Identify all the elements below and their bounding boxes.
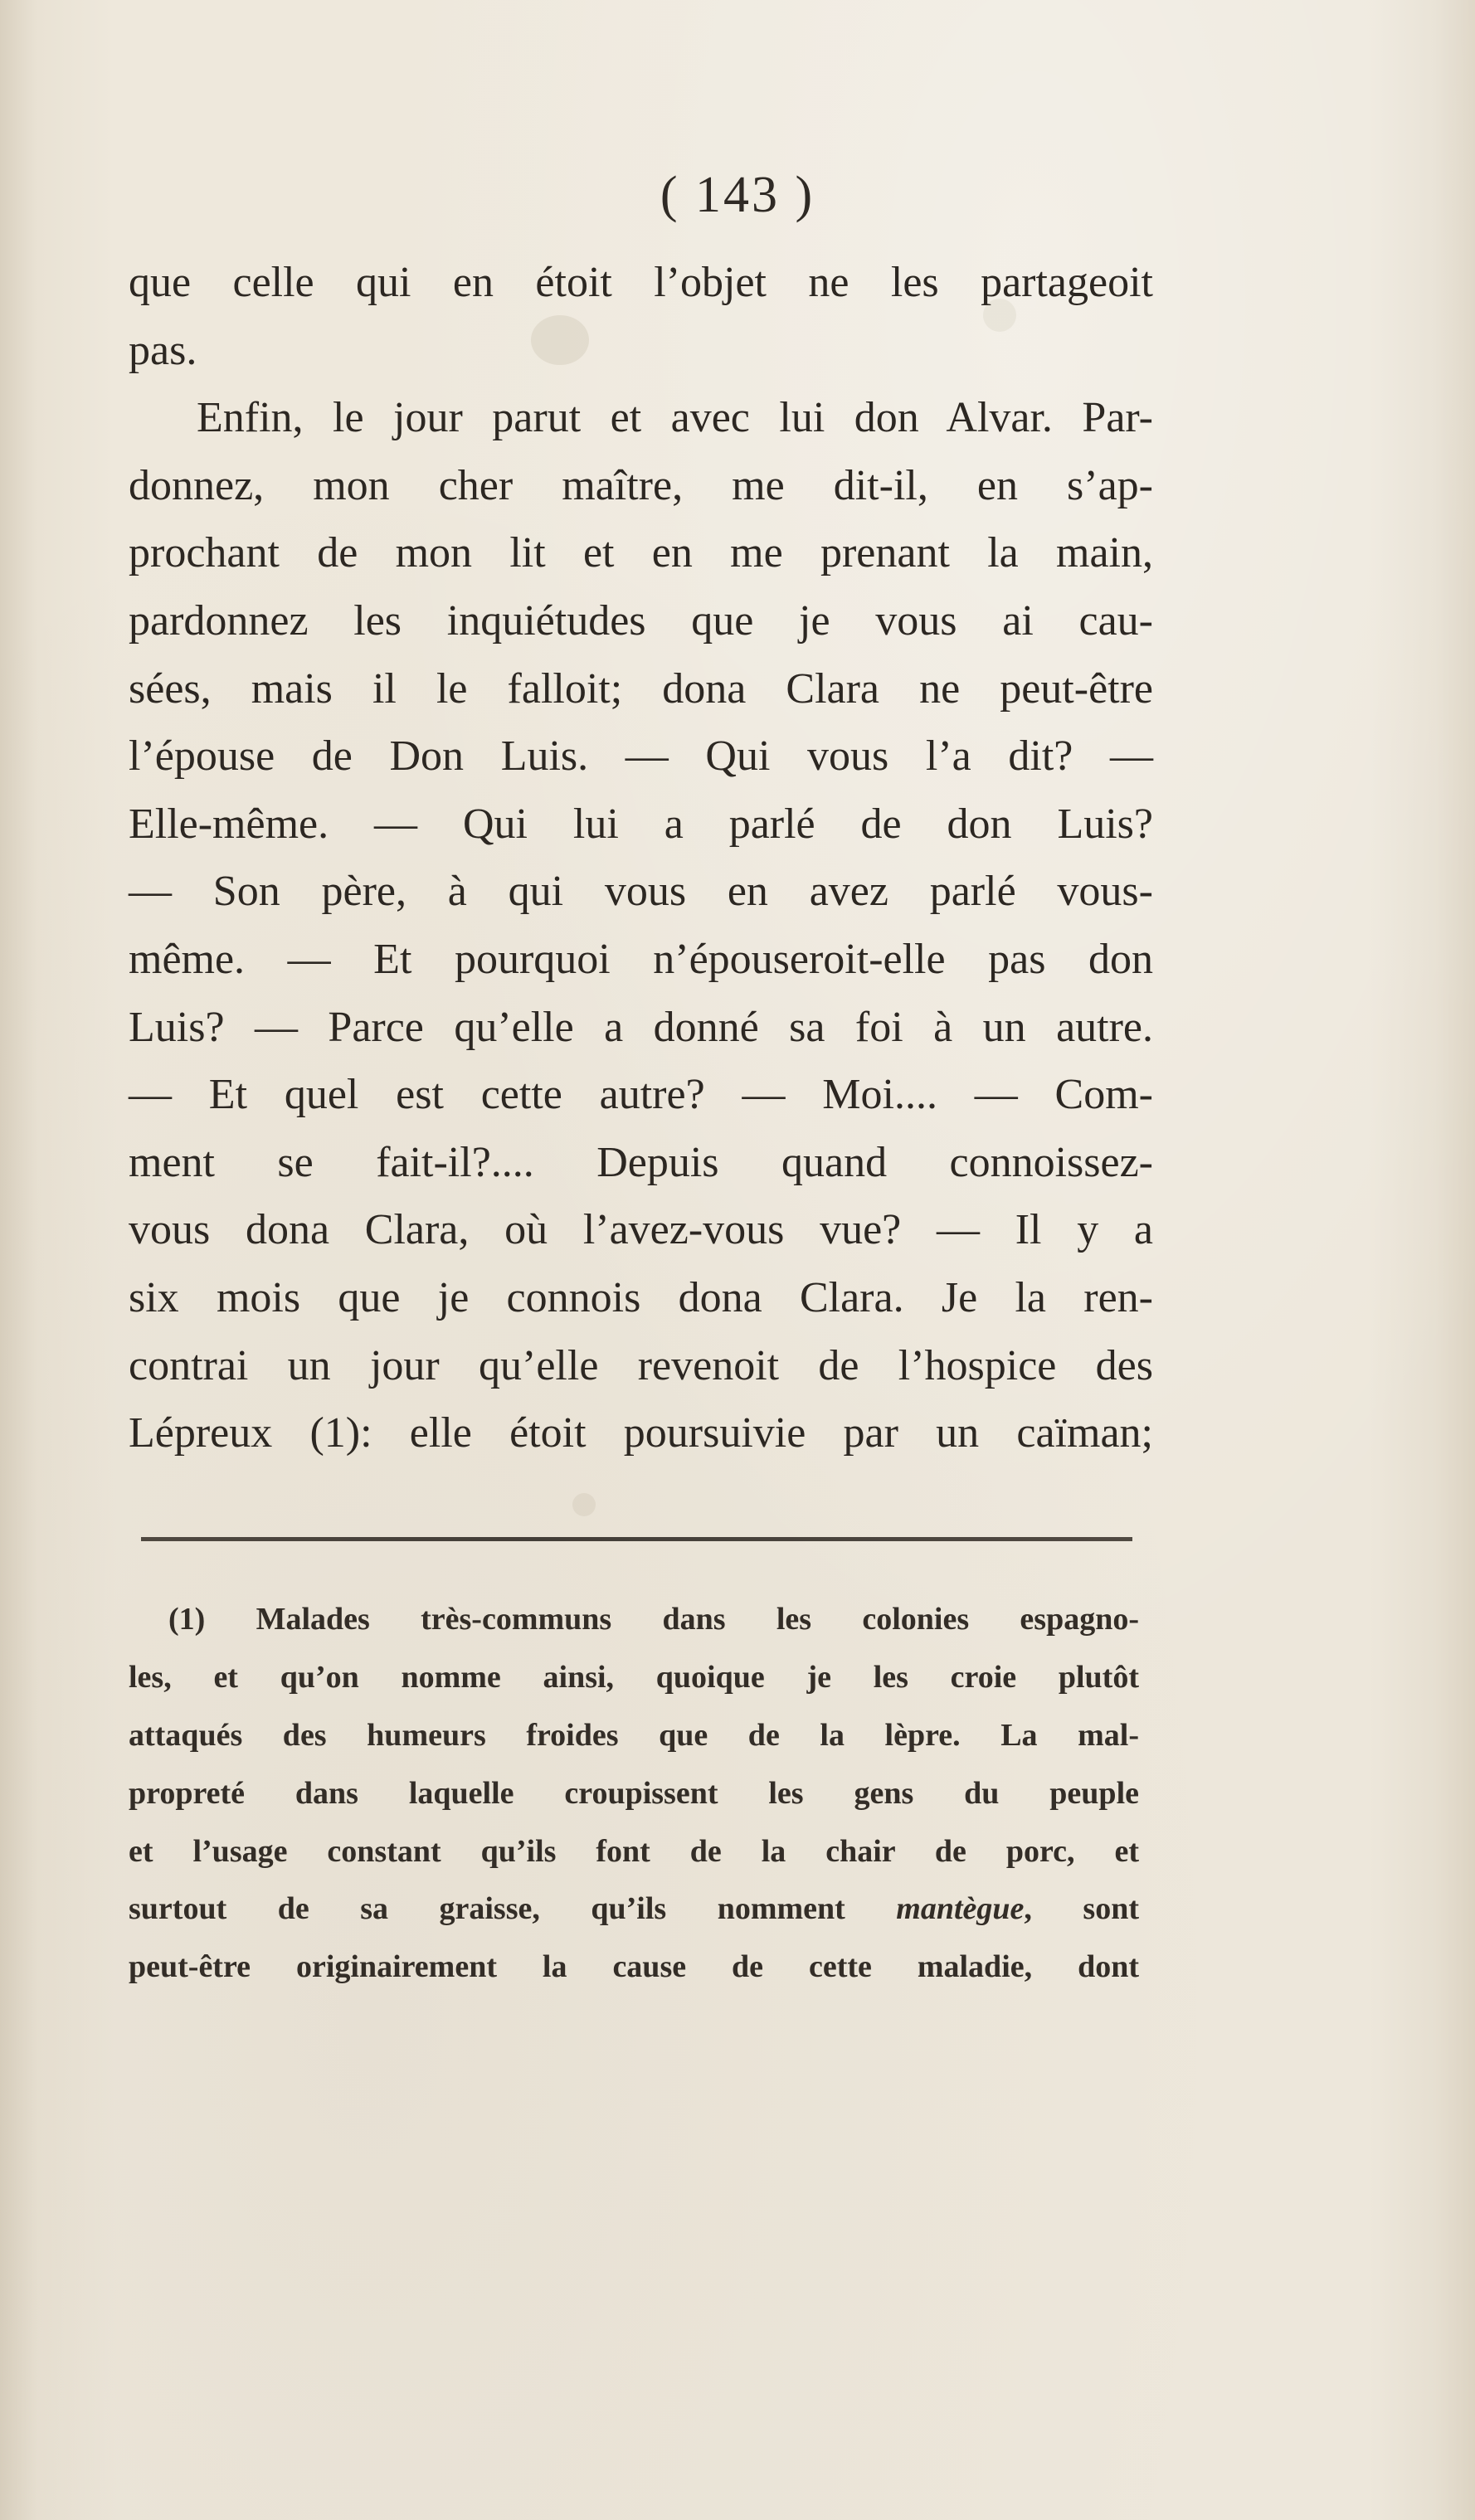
- text-line: contrai un jour qu’elle revenoit de l’hospice des: [129, 1341, 1153, 1389]
- text-line: — Et quel est cette autre? — Moi.... — Com-: [129, 1071, 1153, 1119]
- text-line: pardonnez les inquiétudes que je vous ai cau-: [129, 596, 1153, 645]
- body-text: [129, 249, 1153, 1467]
- footnote: [129, 1591, 1139, 1997]
- footnote-line: (1) Malades très-communs dans les colonies espagno-: [168, 1602, 1139, 1637]
- text-line: sées, mais il le falloit; dona Clara ne peut-être: [129, 664, 1153, 713]
- footnote-separator-rule: [141, 1537, 1132, 1541]
- page-number: ( 143 ): [660, 167, 815, 223]
- footnote-line: les, et qu’on nomme ainsi, quoique je les croie plutôt: [129, 1659, 1139, 1695]
- text-line: l’épouse de Don Luis. — Qui vous l’a dit? —: [129, 732, 1153, 781]
- text-line: — Son père, à qui vous en avez parlé vous-: [129, 868, 1153, 916]
- text-line: prochant de mon lit et en me prenant la main,: [129, 529, 1153, 577]
- text-line: ment se fait-il?.... Depuis quand connoissez-: [129, 1138, 1153, 1186]
- text-line: Enfin, le jour parut et avec lui don Alvar. Par-: [197, 394, 1153, 442]
- footnote-line: et l’usage constant qu’ils font de la chair de porc, et: [129, 1833, 1139, 1869]
- footnote-text: surtout de sa graisse, qu’ils nomment: [129, 1891, 897, 1927]
- text-line: Luis? — Parce qu’elle a donné sa foi à un autre.: [129, 1003, 1153, 1051]
- text-line: Elle-même. — Qui lui a parlé de don Luis?: [129, 800, 1153, 848]
- text-line: vous dona Clara, où l’avez-vous vue? — Il y a: [129, 1206, 1153, 1254]
- footnote-italic-term: mantègue: [896, 1891, 1025, 1927]
- text-line: que celle qui en étoit l’objet ne les partageoit: [129, 259, 1153, 306]
- footnote-text: , sont: [1024, 1891, 1139, 1927]
- paper-stain: [572, 1493, 596, 1516]
- footnote-line: attaqués des humeurs froides que de la lèpre. La mal-: [129, 1717, 1139, 1753]
- text-line: même. — Et pourquoi n’épouseroit-elle pas don: [129, 935, 1153, 983]
- text-line: pas.: [129, 326, 197, 374]
- text-line: Lépreux (1): elle étoit poursuivie par un caïman;: [129, 1409, 1153, 1457]
- text-line: donnez, mon cher maître, me dit-il, en s’ap-: [129, 461, 1153, 509]
- text-line: six mois que je connois dona Clara. Je la ren-: [129, 1273, 1153, 1321]
- footnote-line: peut-être originairement la cause de cette maladie, dont: [129, 1949, 1139, 1985]
- footnote-line: [129, 1880, 1139, 1939]
- footnote-line: propreté dans laquelle croupissent les gens du peuple: [129, 1775, 1139, 1811]
